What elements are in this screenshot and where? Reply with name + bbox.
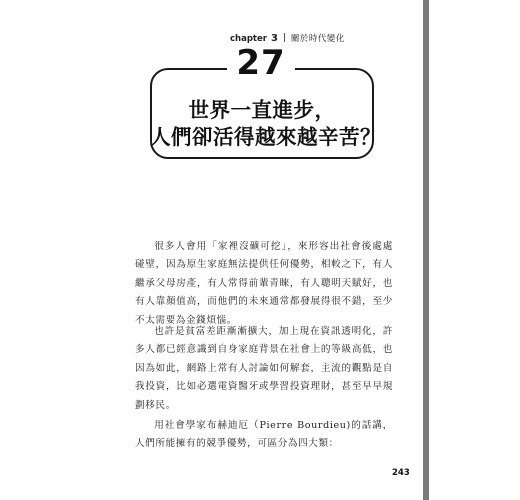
- header-divider: [284, 33, 285, 42]
- chapter-number: 3: [270, 33, 278, 44]
- body-paragraph-1: 很多人會用「家裡沒礦可挖」，來形容出社會後處處碰壁，因為原生家庭無法提供任何優勢，相較之下，有人繼承父母房產，有人常得前輩青睞，有人聰明天賦好，也有人靠顏值高，而他們的未來通常都發展得很不錯，至少不太需要為金錢煩惱。: [135, 241, 393, 326]
- page-number: 243: [392, 468, 410, 478]
- chapter-label: chapter: [230, 34, 267, 44]
- article-number: 27: [227, 45, 295, 81]
- body-paragraph-3: 用社會學家布赫迪厄（Pierre Bourdieu)的話講，人們所能擁有的競爭優勢，可區分為四大類：: [135, 420, 393, 450]
- margin-background: [429, 0, 520, 500]
- article-title-line-1: 世界一直進步，: [188, 98, 336, 122]
- article-title-line-2: 人們卻活得越來越辛苦？: [150, 125, 381, 149]
- body-paragraph-2: 也許是貧富差距漸漸擴大，加上現在資訊透明化，許多人都已經意識到自身家庭背景在社會上的等級高低，也因為如此，網路上常有人討論如何解套，主流的觀點是自我投資，比如必選電資醫牙或學習投資理財，甚至早早規劃移民。: [135, 326, 393, 411]
- chapter-title: 關於時代變化: [290, 34, 345, 44]
